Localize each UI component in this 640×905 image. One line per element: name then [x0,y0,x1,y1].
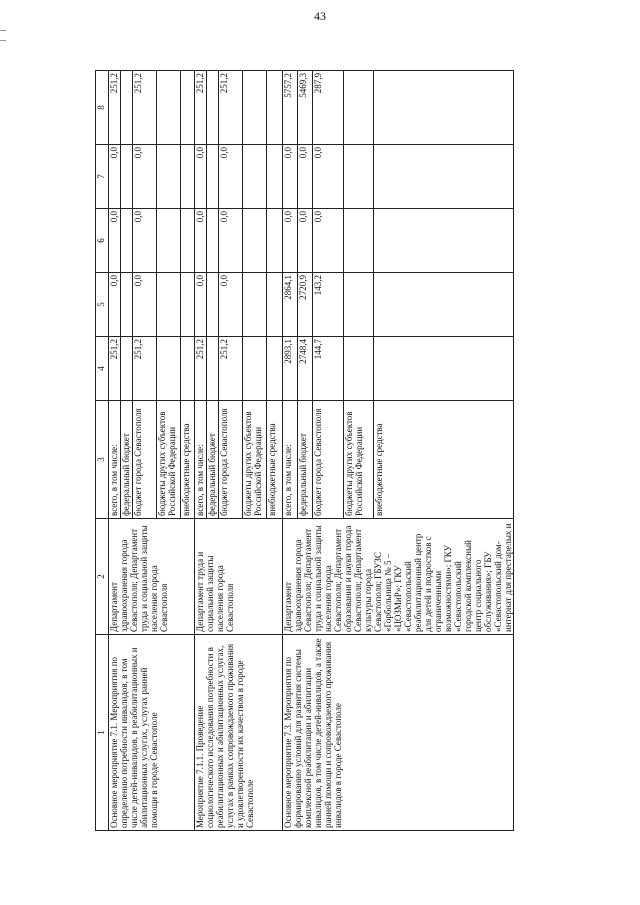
amount-cell: 0,0 [313,145,343,209]
amount-cell [157,71,181,145]
executor-cell: Департамент труда и социальной защиты населения города Севастополя [195,519,283,635]
measure-name-cell: Мероприятие 7.1.1. Проведение социологического исследования потребности в реабилитационных и абилитационных услугах, услугах в рамках сопровождаемого проживания и удовлетворенности их качеством в городе Севастополе [195,635,283,831]
measure-name-cell: Основное мероприятие 7.1. Мероприятия по определению потребности инвалидов, в том числе детей-инвалидов, в реабилитационных и абилитационных услугах, услугах ранней помощи в городе Севастополе [109,635,195,831]
amount-cell [121,145,133,209]
rotated-table-wrapper [95,71,543,831]
funding-source-cell: федеральный бюджет [207,401,219,519]
amount-cell: 251,2 [195,337,207,401]
amount-cell [267,337,283,401]
amount-cell [267,209,283,273]
amount-cell [374,145,514,209]
amount-cell [267,71,283,145]
amount-cell: 251,2 [219,337,243,401]
financing-table [95,70,514,831]
amount-cell: 0,0 [219,273,243,337]
amount-cell [121,71,133,145]
amount-cell: 0,0 [133,209,157,273]
amount-cell [343,273,373,337]
scan-edge-mark [0,40,6,41]
amount-cell [207,209,219,273]
amount-cell: 0,0 [195,209,207,273]
amount-cell [181,209,195,273]
funding-source-cell: всего, в том числе: [195,401,207,519]
amount-cell: 251,2 [109,337,121,401]
column-number: 8 [96,71,109,145]
amount-cell: 143,2 [313,273,343,337]
page-number: 43 [314,9,326,23]
column-number-row [96,71,109,831]
amount-cell [121,209,133,273]
amount-cell [374,71,514,145]
amount-cell [157,209,181,273]
amount-cell: 5757,2 [283,71,298,145]
measure-name-cell: Основное мероприятие 7.3. Мероприятия по формированию условий для развития системы комплексной реабилитации и абилитации инвалидов, в том числе детей-инвалидов, а также ранней помощи и сопровождаемого проживания инвалидов в городе Севастополе [283,635,514,831]
amount-cell: 251,2 [219,71,243,145]
amount-cell: 0,0 [219,209,243,273]
amount-cell: 251,2 [133,337,157,401]
funding-source-cell: бюджеты других субъектов Российской Федерации [157,401,181,519]
column-number: 3 [96,401,109,519]
amount-cell: 251,2 [133,71,157,145]
amount-cell [121,273,133,337]
funding-source-cell: бюджет города Севастополя [219,401,243,519]
amount-cell [181,273,195,337]
amount-cell [157,273,181,337]
amount-cell [207,273,219,337]
scan-edge-mark [0,30,6,31]
funding-source-cell: бюджет города Севастополя [133,401,157,519]
column-number: 6 [96,209,109,273]
amount-cell [207,145,219,209]
amount-cell [343,145,373,209]
executor-cell: Департамент здравоохранения города Севастополя; Департамент труда и социальной защиты населения города Севастополя [109,519,195,635]
amount-cell: 2720,9 [298,273,313,337]
amount-cell: 2748,4 [298,337,313,401]
amount-cell: 0,0 [298,209,313,273]
amount-cell: 0,0 [133,145,157,209]
amount-cell: 0,0 [313,209,343,273]
amount-cell: 0,0 [195,273,207,337]
amount-cell [207,337,219,401]
amount-cell [374,273,514,337]
amount-cell: 0,0 [109,273,121,337]
amount-cell: 251,2 [195,71,207,145]
amount-cell [157,337,181,401]
amount-cell [374,209,514,273]
funding-source-cell: бюджеты других субъектов Российской Федерации [343,401,373,519]
amount-cell [157,145,181,209]
amount-cell: 5469,3 [298,71,313,145]
amount-cell: 144,7 [313,337,343,401]
column-number: 4 [96,337,109,401]
amount-cell [243,273,267,337]
amount-cell: 2893,1 [283,337,298,401]
column-number: 2 [96,519,109,635]
amount-cell: 2864,1 [283,273,298,337]
amount-cell: 0,0 [298,145,313,209]
executor-cell: Департамент здравоохранения города Севастополя; Департамент труда и социальной защиты населения города Севастополя; Департамент образования и науки города Севастополя; Департамент культуры города Севастополя; ГБУЗС «Горбольница № 5 – «ЦОЗМиР»; ГКУ «Севастопольский реабилитационный центр для детей и подростков с ограниченными возможностями»; ГКУ «Севастопольский городской комплексный центр социального обслуживания»; ГБУ «Севастопольский дом-интернат для престарелых и [283,519,514,635]
funding-source-cell: федеральный бюджет [298,401,313,519]
amount-cell [374,337,514,401]
amount-cell [343,71,373,145]
amount-cell [181,145,195,209]
funding-source-cell: внебюджетные средства [181,401,195,519]
table-row [195,71,207,831]
amount-cell: 0,0 [109,145,121,209]
funding-source-cell: всего, в том числе: [109,401,121,519]
funding-source-cell: бюджет города Севастополя [313,401,343,519]
amount-cell [243,337,267,401]
amount-cell [267,145,283,209]
amount-cell [343,209,373,273]
amount-cell: 0,0 [109,209,121,273]
amount-cell [207,71,219,145]
amount-cell: 0,0 [283,209,298,273]
amount-cell [181,337,195,401]
column-number: 7 [96,145,109,209]
amount-cell [243,209,267,273]
amount-cell: 0,0 [283,145,298,209]
funding-source-cell: внебюджетные средства [267,401,283,519]
amount-cell [181,71,195,145]
column-number: 1 [96,635,109,831]
table-row [283,71,298,831]
amount-cell: 251,2 [109,71,121,145]
amount-cell [267,273,283,337]
funding-source-cell: всего, в том числе: [283,401,298,519]
amount-cell: 0,0 [195,145,207,209]
amount-cell: 0,0 [219,145,243,209]
amount-cell [243,71,267,145]
column-number: 5 [96,273,109,337]
amount-cell [243,145,267,209]
table-row [109,71,121,831]
funding-source-cell: бюджеты других субъектов Российской Федерации [243,401,267,519]
funding-source-cell: внебюджетные средства [374,401,514,519]
funding-source-cell: федеральный бюджет [121,401,133,519]
amount-cell: 0,0 [133,273,157,337]
amount-cell [121,337,133,401]
amount-cell [343,337,373,401]
amount-cell: 287,9 [313,71,343,145]
